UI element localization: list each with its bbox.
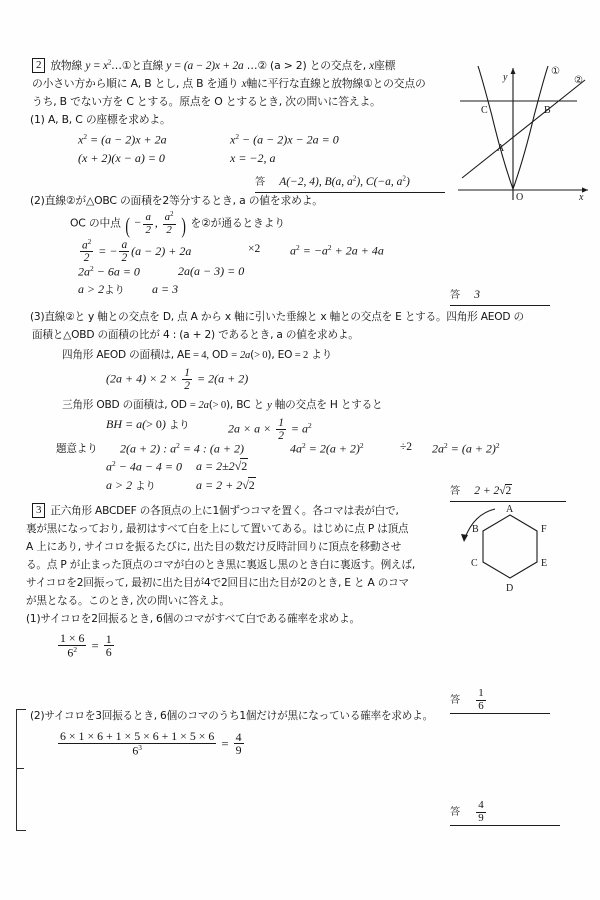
answer-label: 答 [255, 177, 266, 188]
problem2-part1-work-2-left: (x + 2)(x − a) = 0 [78, 151, 165, 165]
problem2-part2-work-1-left: $\frac{a^2}{2}$ = − $\frac{a}{2}$ (a − 2) + 2a [82, 238, 192, 265]
point-label-C: C [481, 105, 488, 116]
problem2-part3-prompt-line-1 [30, 309, 524, 324]
p2-l2-end: 軸に平行な直線と放物線①との交点の [246, 77, 426, 90]
problem3-statement-line-6: が黒となる。このとき, 次の問いに答えよ。 [26, 595, 230, 607]
problem3-part2-text: サイコロを3回振るとき, 6個のコマのうち1個だけが黒になっている確率を求めよ。 [44, 710, 433, 722]
problem2-part2-midpoint-line: OC の中点 ( − $\frac{a}{2}$ , $\frac{a^2}{2}$ ) を②が通るときより [70, 211, 285, 238]
problem2-part3-ratio-label: 題意より [56, 443, 98, 455]
midpoint-y: $\frac{a^2}{2}$ [164, 211, 174, 236]
p2-l2-x: x [241, 78, 247, 90]
hexagon-vertex-D: D [506, 583, 514, 594]
problem2-part3-text-1: 直線②と y 軸との交点を D, 点 A から x 軸に引いた垂線と x 軸との交点を E とする。四角形 AEOD の [44, 311, 524, 323]
problem2-part2-label: (2) [30, 194, 45, 207]
problem2-part2-work-3-left: a > 2より [78, 282, 125, 296]
problem2-part2-work-1-right: $a^2 = -a^2 + 2a + 4a$ [290, 243, 384, 258]
problem3-statement-line-1 [32, 503, 399, 518]
problem2-part3-quad-eq: (2a + 4) × 2 × $\frac{1}{2}$ = 2(a + 2) [106, 367, 249, 393]
hexagon-diagram [448, 500, 588, 622]
problem3-statement-line-5: サイコロを2回振って, 最初に出た目が4で2回目に出た目が2のとき, E と A のコマ [26, 577, 409, 589]
curve-label-1: ① [551, 66, 560, 77]
margin-bracket [16, 709, 26, 831]
problem2-part2-answer [450, 285, 550, 306]
p2-l1-end: 座標 [374, 59, 396, 72]
problem2-number: 2 [32, 58, 45, 73]
hexagon-vertex-B: B [472, 524, 479, 535]
problem2-part3-answer [450, 481, 566, 502]
problem2-part2-work-2-right: 2a(a − 3) = 0 [178, 264, 245, 278]
hexagon-vertex-C: C [471, 558, 478, 569]
p2-l1-x: x [369, 60, 375, 72]
problem3-number: 3 [32, 503, 45, 518]
problem2-statement-line-3: うち, B でない方を C とする。原点を O とするとき, 次の問いに答えよ。 [32, 95, 381, 108]
problem3-part1-label: (1) [26, 613, 41, 625]
problem2-part3-solve-3-label: a > 2 より [106, 478, 156, 492]
problem2-part1-work-2-right: x = −2, a [230, 151, 276, 165]
answer-value: $\frac{4}{9}$ [478, 799, 484, 824]
problem2-part2-work-3-right: a = 3 [152, 282, 179, 296]
problem2-part1-answer [255, 172, 445, 193]
parabola-line-graph [452, 58, 600, 200]
point-label-A: A [497, 143, 505, 154]
problem3-part2-prompt [30, 708, 433, 723]
problem2-part3-solve-2: a = 2±2√2 [196, 459, 248, 473]
answer-label: 答 [450, 486, 461, 497]
problem2-part1-prompt [30, 112, 171, 127]
problem3-statement-line-2: 裏が黒になっており, 最初はすべて白を上にして置いてある。はじめに点 P は頂点 [26, 523, 409, 535]
answer-value: 2 + 2√2 [474, 485, 512, 497]
axis-x-label: x [579, 192, 584, 200]
problem2-part3-solve-1: $a^2 - 4a - 4 = 0$ [106, 459, 183, 474]
problem2-part1-label: (1) [30, 113, 45, 126]
answer-label: 答 [450, 695, 461, 707]
problem2-part3-ratio-op: ÷2 [400, 441, 413, 453]
answer-value: 3 [474, 289, 480, 301]
problem2-part3-ratio-eq-2: $4a^2 = 2(a + 2)^2$ [290, 441, 364, 456]
point-label-B: B [544, 105, 551, 116]
p2-l1-eq1: y = x [85, 60, 108, 72]
problem2-part2-text: 直線②が△OBC の面積を2等分するとき, a の値を求めよ。 [44, 194, 323, 207]
problem2-part3-tri-eq-left: BH = a(> 0) より [106, 417, 190, 431]
p2-l1-mid: …①と直線 [111, 59, 164, 72]
problem2-part2-prompt [30, 193, 323, 208]
right-paren: ) [181, 213, 187, 238]
left-paren: ( [124, 213, 130, 238]
answer-label: 答 [450, 807, 461, 819]
problem2-part3-prompt-line-2: 面積と△OBD の面積の比が 4 : (a + 2) であるとき, a の値を求めよ。 [32, 329, 359, 341]
problem3-part1-text: サイコロを2回振るとき, 6個のコマがすべて白である確率を求めよ。 [40, 613, 360, 625]
axis-y-label: y [503, 72, 508, 83]
problem2-part3-ratio-eq-3: $2a^2 = (a + 2)^2$ [432, 441, 500, 456]
problem3-part1-work: $\frac{1 \times 6}{6^2}$ = $\frac{1}{6}$ [60, 631, 112, 660]
problem2-part3-quad-line: 四角形 AEOD の面積は, AE = 4, OD = 2a(> 0), EO = 2 より [62, 349, 333, 361]
p2-l1-eq2: y = (a − 2)x + 2a [166, 60, 244, 72]
problem2-statement-line-1 [32, 58, 395, 73]
problem2-part1-text: A, B, C の座標を求めよ。 [47, 113, 171, 126]
line-label-2: ② [574, 75, 583, 86]
margin-bracket-tick [17, 768, 24, 769]
hexagon-vertex-E: E [541, 558, 548, 569]
problem2-part2-work-1-op: ×2 [248, 243, 261, 255]
origin-label: O [516, 192, 524, 200]
midpoint-x: − $\frac{a}{2}$ [133, 211, 151, 236]
p3-l1: 正六角形 ABCDEF の各頂点の上に1個ずつコマを置く。各コマは表が白で, [50, 505, 399, 517]
problem2-part2-work-2-left: $2a^2 - 6a = 0$ [78, 264, 140, 279]
problem3-statement-line-3: A 上にあり, サイコロを振るたびに, 出た目の数だけ反時計回りに頂点を移動させ [26, 541, 402, 553]
problem2-part3-label: (3) [30, 311, 45, 323]
problem2-part3-tri-line: 三角形 OBD の面積は, OD = 2a(> 0), BC と y 軸の交点を H とすると [62, 399, 383, 411]
problem2-part3-solve-3: a = 2 + 2√2 [196, 478, 255, 492]
p2-l2-a: の小さい方から順に A, B とし, 点 B を通り [32, 77, 239, 90]
problem2-part3-ratio-eq-1: 2(a + 2) : $a^2 = 4$ : (a + 2) [120, 441, 244, 456]
problem2-part1-work-1-left: $x^2 = (a - 2)x + 2a$ [78, 132, 167, 147]
p2-l1-a: 放物線 [50, 59, 83, 72]
problem3-part2-label: (2) [30, 710, 45, 722]
p2-l1-cond: …② (a > 2) との交点を, [246, 59, 366, 72]
problem3-part2-work: $\frac{6 \times 1 \times 6 + 1 \times 5 \times 6 + 1 \times 5 \times 6}{6^3}$ = $\frac{4}{9}$ [60, 729, 242, 758]
midpoint-text-pre: OC の中点 [70, 216, 121, 230]
problem2-statement-line-2 [32, 76, 426, 91]
problem3-statement-line-4: る。点 P が止まった頂点のコマが白のとき黒に裏返し黒のとき白に裏返す。例えば, [26, 559, 416, 571]
answer-value: $\frac{1}{6}$ [478, 687, 484, 712]
hexagon-vertex-A: A [506, 504, 514, 515]
problem3-part1-answer [450, 688, 550, 714]
problem2-part3-tri-eq-right: 2a × a × $\frac{1}{2}$ = $a^2$ [228, 417, 312, 443]
problem3-part1-prompt [26, 611, 360, 626]
p2-l1-eq1-exp: 2 [107, 58, 112, 67]
answer-label: 答 [450, 290, 461, 301]
problem2-part1-work-1-right: $x^2 - (a - 2)x - 2a = 0$ [230, 132, 339, 147]
hexagon-vertex-F: F [541, 524, 547, 535]
midpoint-text-post: を②が通るときより [190, 216, 285, 230]
answer-value: A(−2, 4), B(a, $a^2$), C(−a, $a^2$) [279, 174, 410, 188]
problem3-part2-answer [450, 800, 560, 826]
